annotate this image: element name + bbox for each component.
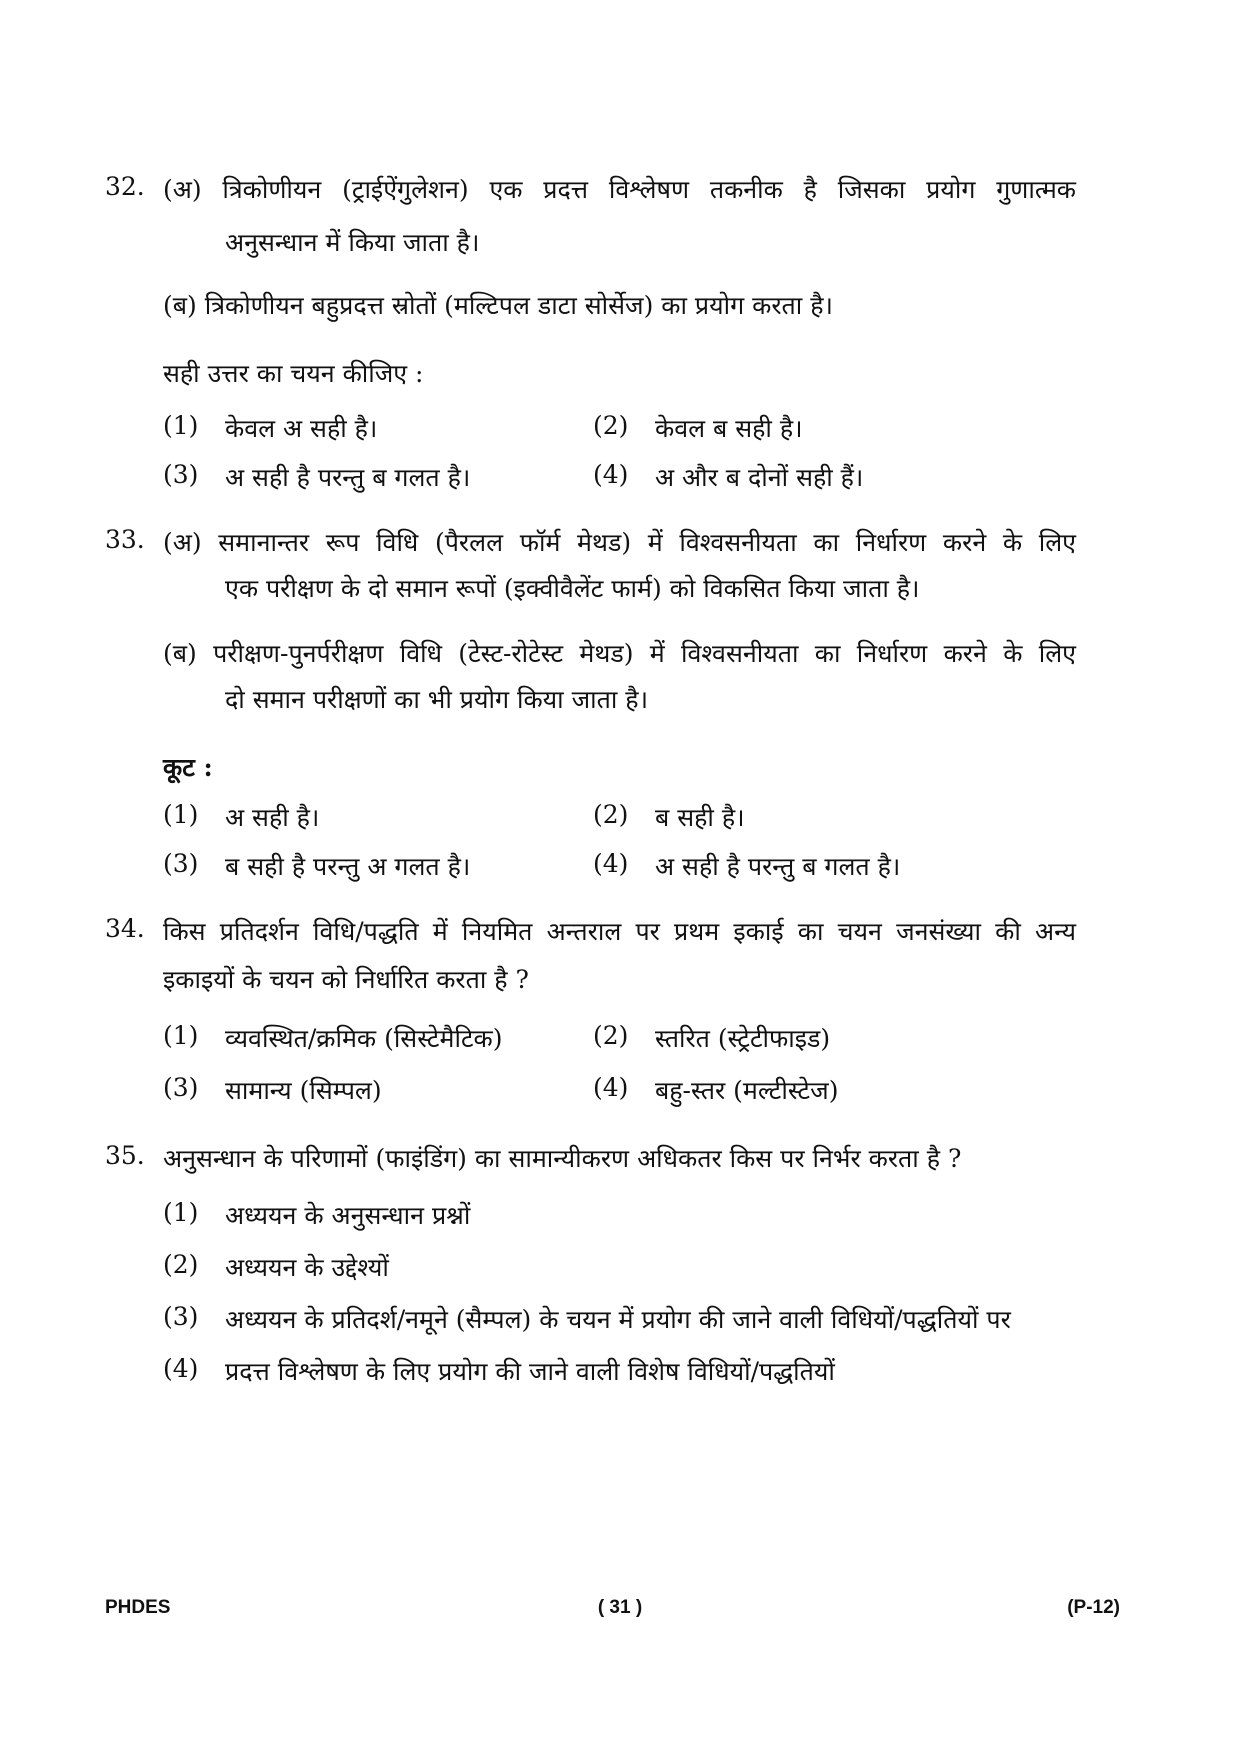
option-text[interactable]: अ सही है।	[225, 803, 320, 832]
option-text[interactable]: अ और ब दोनों सही हैं।	[655, 463, 864, 492]
question-number: 33.	[105, 525, 145, 554]
option-text[interactable]: सामान्य (सिम्पल)	[225, 1076, 382, 1105]
option-number: (1)	[163, 1021, 199, 1050]
question-statement-b-continued: दो समान परीक्षणों का भी प्रयोग किया जाता है।	[225, 685, 649, 714]
question-statement-b: (ब) त्रिकोणीयन बहुप्रदत्त स्रोतों (मल्टिपल डाटा सोर्सेज) का प्रयोग करता है।	[163, 291, 833, 320]
option-text[interactable]: ब सही है परन्तु अ गलत है।	[225, 852, 471, 881]
footer-exam-code: PHDES	[105, 1597, 171, 1618]
option-number: (4)	[163, 1354, 199, 1383]
option-number: (4)	[593, 1073, 629, 1102]
option-number: (3)	[163, 460, 199, 489]
question-text: अनुसन्धान के परिणामों (फाइंडिंग) का सामान्यीकरण अधिकतर किस पर निर्भर करता है ?	[163, 1144, 962, 1173]
option-text[interactable]: ब सही है।	[655, 803, 745, 832]
footer-page-number: ( 31 )	[597, 1597, 643, 1618]
option-number: (3)	[163, 1302, 199, 1331]
option-text[interactable]: अध्ययन के उद्देश्यों	[225, 1253, 389, 1282]
option-number: (1)	[163, 1198, 199, 1227]
question-number: 35.	[105, 1141, 145, 1170]
option-number: (2)	[163, 1250, 199, 1279]
option-number: (2)	[593, 1021, 629, 1050]
option-text[interactable]: प्रदत्त विश्लेषण के लिए प्रयोग की जाने वाली विशेष विधियों/पद्धतियों	[225, 1357, 835, 1386]
footer-set-code: (P-12)	[1067, 1597, 1120, 1618]
question-number: 34.	[105, 914, 145, 943]
option-number: (3)	[163, 849, 199, 878]
option-text[interactable]: केवल ब सही है।	[655, 414, 803, 443]
option-text[interactable]: अ सही है परन्तु ब गलत है।	[225, 463, 471, 492]
question-statement-a: (अ) समानान्तर रूप विधि (पैरलल फॉर्म मेथड) में विश्वसनीयता का निर्धारण करने के लिए	[163, 528, 1076, 557]
question-statement-a-continued: एक परीक्षण के दो समान रूपों (इक्वीवैलेंट फार्म) को विकसित किया जाता है।	[225, 574, 920, 603]
option-text[interactable]: बहु-स्तर (मल्टीस्टेज)	[655, 1076, 839, 1105]
option-text[interactable]: स्तरित (स्ट्रेटीफाइड)	[655, 1024, 831, 1053]
question-number: 32.	[105, 172, 145, 201]
option-number: (2)	[593, 800, 629, 829]
option-number: (1)	[163, 411, 199, 440]
question-text: किस प्रतिदर्शन विधि/पद्धति में नियमित अन्तराल पर प्रथम इकाई का चयन जनसंख्या की अन्य	[163, 917, 1076, 946]
option-number: (4)	[593, 849, 629, 878]
question-prompt: कूट :	[163, 753, 213, 782]
option-text[interactable]: अध्ययन के प्रतिदर्श/नमूने (सैम्पल) के चयन में प्रयोग की जाने वाली विधियों/पद्धतियों पर	[225, 1305, 1011, 1334]
question-statement-a-continued: अनुसन्धान में किया जाता है।	[225, 228, 480, 257]
question-prompt: सही उत्तर का चयन कीजिए :	[163, 359, 424, 388]
option-number: (2)	[593, 411, 629, 440]
option-number: (1)	[163, 800, 199, 829]
option-text[interactable]: अध्ययन के अनुसन्धान प्रश्नों	[225, 1201, 471, 1230]
question-text-continued: इकाइयों के चयन को निर्धारित करता है ?	[163, 965, 529, 994]
option-text[interactable]: व्यवस्थित/क्रमिक (सिस्टेमैटिक)	[225, 1024, 503, 1053]
option-text[interactable]: केवल अ सही है।	[225, 414, 378, 443]
option-number: (3)	[163, 1073, 199, 1102]
option-number: (4)	[593, 460, 629, 489]
question-statement-b: (ब) परीक्षण-पुनर्परीक्षण विधि (टेस्ट-रोटेस्ट मेथड) में विश्वसनीयता का निर्धारण करने के लिए	[163, 639, 1076, 668]
question-statement-a: (अ) त्रिकोणीयन (ट्राईऐंगुलेशन) एक प्रदत्त विश्लेषण तकनीक है जिसका प्रयोग गुणात्मक	[163, 175, 1076, 204]
option-text[interactable]: अ सही है परन्तु ब गलत है।	[655, 852, 901, 881]
